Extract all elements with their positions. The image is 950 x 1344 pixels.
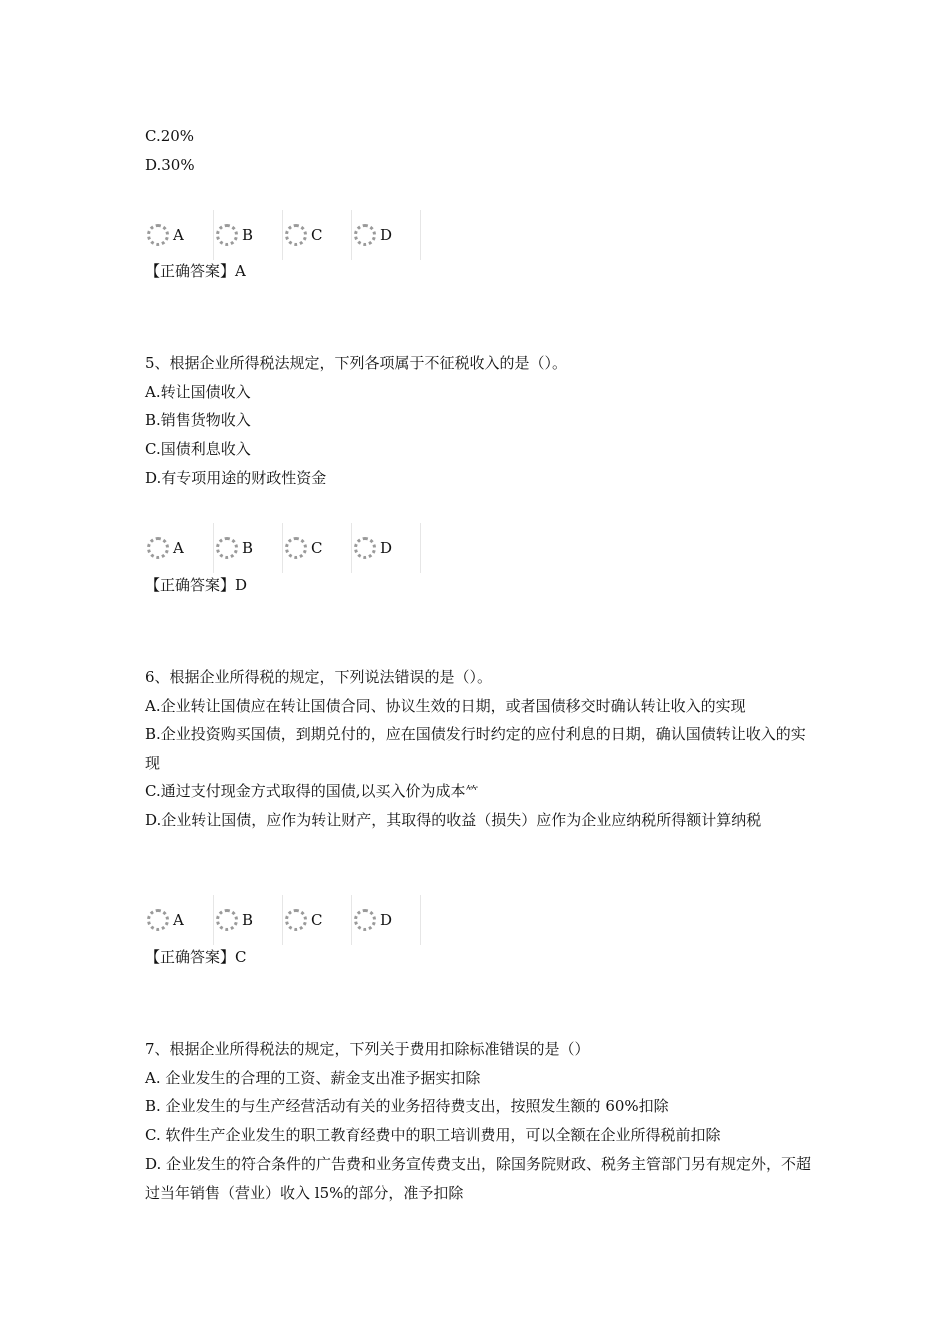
q6-title: 6、根据企业所得税的规定，下列说法错误的是（）。 [145,668,493,686]
q6-option-c-text: C.通过支付现金方式取得的国债,以买入价为成本 [145,782,466,800]
q6-radio-b[interactable]: B [214,895,283,945]
q5-radio-b[interactable]: B [214,523,283,573]
radio-circle-icon [147,537,169,559]
radio-circle-icon [216,537,238,559]
q6-option-d: D.企业转让国债，应作为转让财产，其取得的收益（损失）应作为企业应纳税所得额计算纳税 [145,811,762,829]
q4-radio-c[interactable]: C [283,210,352,260]
q6-choices [145,895,421,945]
q7-option-c: C. 软件生产企业发生的职工教育经费中的职工培训费用，可以全额在企业所得税前扣除 [145,1126,721,1144]
q5-choices [145,523,421,573]
q4-option-c: C.20% [145,127,195,145]
radio-circle-icon [354,224,376,246]
radio-circle-icon [147,909,169,931]
radio-circle-icon [216,224,238,246]
q6-option-b: B.企业投资购买国债，到期兑付的，应在国债发行时约定的应付利息的日期，确认国债转让收入的实现 [145,725,806,772]
q6-option-c [145,777,815,807]
q4-radio-a[interactable]: A [145,210,214,260]
q5-correct-answer: 【正确答案】D [145,576,248,594]
q4-radio-d[interactable]: D [352,210,421,260]
q7-option-a: A. 企业发生的合理的工资、薪金支出准予据实扣除 [145,1069,481,1087]
radio-circle-icon [285,537,307,559]
q5-option-c: C.国债利息收入 [145,440,251,458]
q7-option-d: D. 企业发生的符合条件的广告费和业务宣传费支出，除国务院财政、税务主管部门另有规定外，不超过当年销售（营业）收入 l5%的部分，准予扣除 [145,1155,812,1202]
q6-correct-answer: 【正确答案】C [145,948,247,966]
q6-option-c-glyph: 𥫗 [465,785,479,800]
q4-correct-answer: 【正确答案】A [145,262,246,280]
q5-radio-c[interactable]: C [283,523,352,573]
radio-circle-icon [285,224,307,246]
q6-radio-a[interactable]: A [145,895,214,945]
q5-option-a: A.转让国债收入 [145,383,251,401]
q6-radio-c[interactable]: C [283,895,352,945]
q4-option-d: D.30% [145,156,195,174]
q5-radio-a[interactable]: A [145,523,214,573]
radio-circle-icon [216,909,238,931]
q6-option-a: A.企业转让国债应在转让国债合同、协议生效的日期，或者国债移交时确认转让收入的实现 [145,697,746,715]
q7-title: 7、根据企业所得税法的规定，下列关于费用扣除标准错误的是（） [145,1040,590,1058]
radio-circle-icon [354,537,376,559]
q7-option-b: B. 企业发生的与生产经营活动有关的业务招待费支出，按照发生额的 60%扣除 [145,1097,669,1115]
q6-radio-d[interactable]: D [352,895,421,945]
q4-radio-b[interactable]: B [214,210,283,260]
q5-option-d: D.有专项用途的财政性资金 [145,469,327,487]
radio-circle-icon [354,909,376,931]
radio-circle-icon [285,909,307,931]
radio-circle-icon [147,224,169,246]
q5-option-b: B.销售货物收入 [145,411,251,429]
q5-title: 5、根据企业所得税法规定，下列各项属于不征税收入的是（）。 [145,354,568,372]
q4-choices [145,210,421,260]
q5-radio-d[interactable]: D [352,523,421,573]
